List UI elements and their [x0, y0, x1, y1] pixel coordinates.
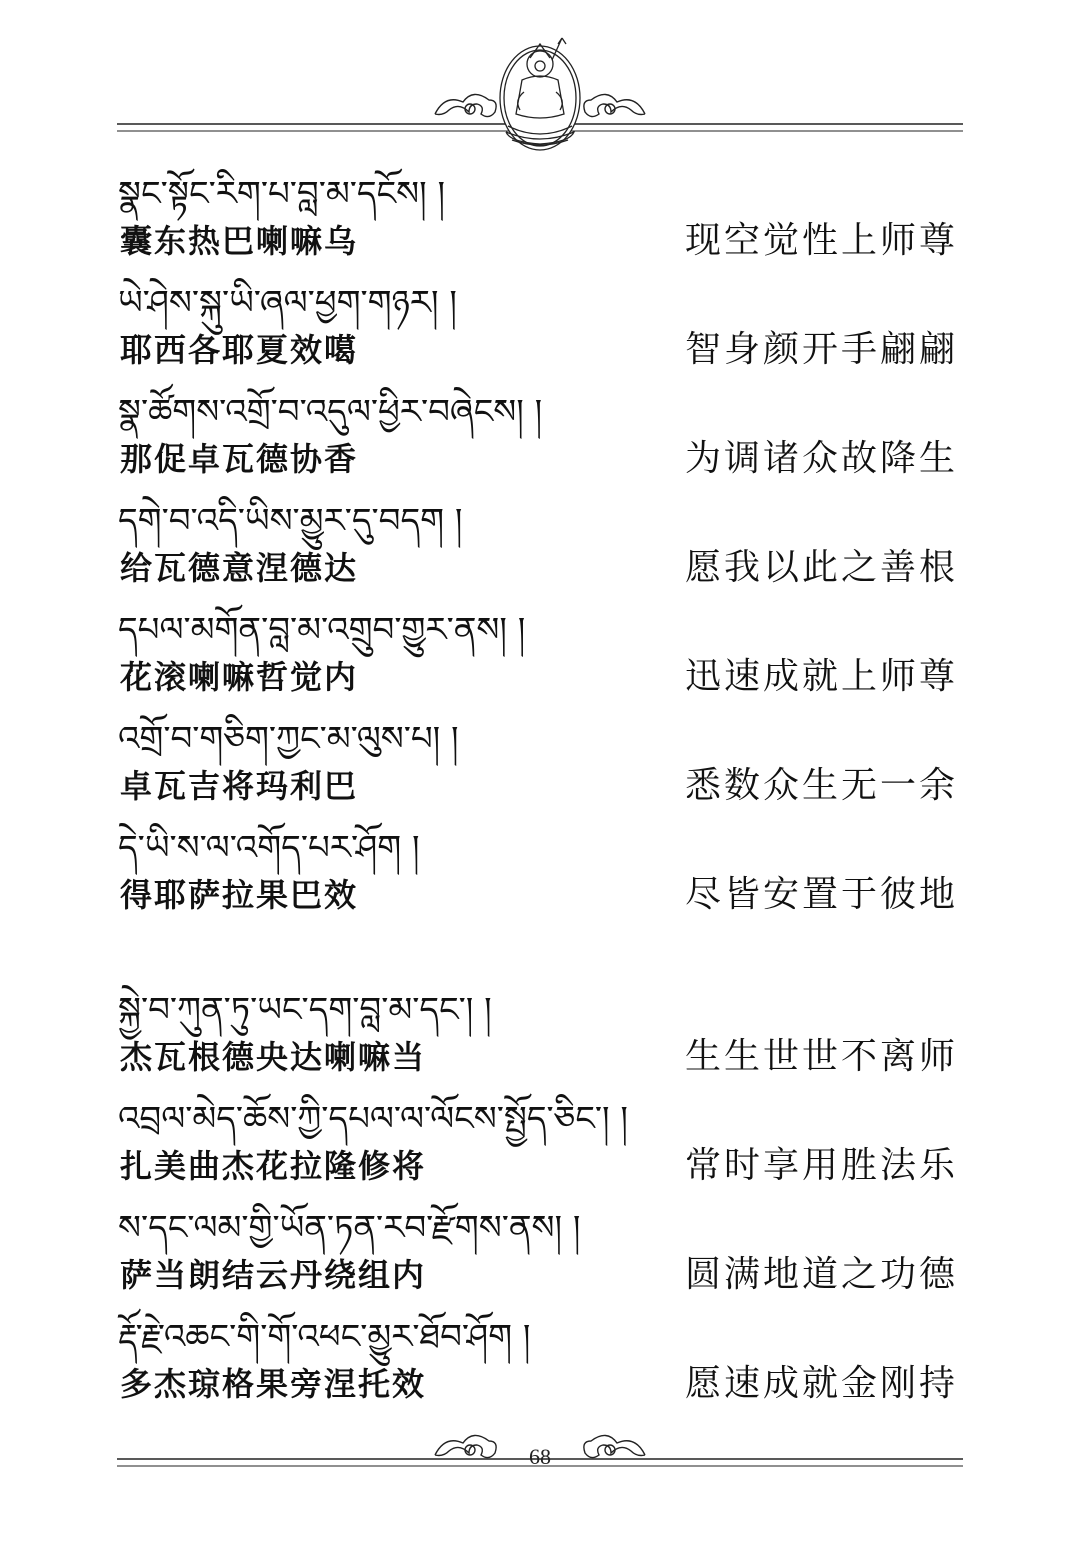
tibetan-text: སྣང་སྟོང་རིག་པ་བླ་མ་དངོས། ། — [118, 174, 446, 214]
chinese-meaning-text: 现空觉性上师尊 — [684, 220, 958, 261]
tibetan-text: རྡོ་རྗེ་འཆང་གི་གོ་འཕང་མྱུར་ཐོབ་ཤོག ། — [118, 1317, 531, 1357]
transliteration-text: 扎美曲杰花拉隆修将 — [120, 1147, 427, 1185]
verse-line — [118, 984, 958, 1093]
chinese-meaning-text: 悉数众生无一余 — [684, 765, 958, 806]
chinese-meaning-text: 圆满地道之功德 — [684, 1254, 958, 1295]
verse-line — [118, 168, 958, 277]
chinese-meaning-text: 生生世世不离师 — [684, 1036, 958, 1077]
transliteration-text: 得耶萨拉果巴效 — [120, 876, 359, 914]
transliteration-text: 卓瓦吉将玛利巴 — [120, 767, 359, 805]
tibetan-text: དེ་ཡི་ས་ལ་འགོད་པར་ཤོག ། — [118, 828, 420, 868]
transliteration-text: 那促卓瓦德协香 — [120, 440, 359, 478]
verse-line — [118, 1202, 958, 1311]
page-number: 68 — [529, 1444, 551, 1469]
cloud-scroll-icon — [584, 94, 645, 116]
stanza-2 — [118, 984, 958, 1420]
chinese-meaning-text: 常时享用胜法乐 — [684, 1145, 958, 1186]
verse-line — [118, 495, 958, 604]
chinese-meaning-text: 愿我以此之善根 — [684, 547, 958, 588]
transliteration-text: 杰瓦根德央达喇嘛当 — [120, 1038, 427, 1076]
verse-line — [118, 604, 958, 713]
chinese-meaning-text: 为调诸众故降生 — [684, 438, 958, 479]
page-header — [0, 0, 1080, 160]
tibetan-text: དགེ་བ་འདི་ཡིས་མྱུར་དུ་བདག ། — [118, 501, 463, 541]
tibetan-text: སྣ་ཚོགས་འགྲོ་བ་འདུལ་ཕྱིར་བཞེངས། ། — [118, 392, 543, 432]
transliteration-text: 花滚喇嘛哲觉内 — [120, 658, 359, 696]
cloud-scroll-icon — [435, 94, 496, 116]
tibetan-text: སྐྱེ་བ་ཀུན་ཏུ་ཡང་དག་བླ་མ་དང་། ། — [118, 990, 492, 1030]
transliteration-text: 囊东热巴喇嘛乌 — [120, 222, 359, 260]
verse-line — [118, 277, 958, 386]
tibetan-text: འབྲལ་མེད་ཆོས་ཀྱི་དཔལ་ལ་ལོངས་སྤྱོད་ཅིང་། ། — [118, 1099, 628, 1139]
verse-line — [118, 822, 958, 931]
transliteration-text: 多杰琼格果旁涅托效 — [120, 1365, 427, 1403]
tibetan-text: འགྲོ་བ་གཅིག་ཀྱང་མ་ལུས་པ། ། — [118, 719, 459, 759]
chinese-meaning-text: 尽皆安置于彼地 — [684, 874, 958, 915]
verse-line — [118, 1311, 958, 1420]
transliteration-text: 萨当朗结云丹绕组内 — [120, 1256, 427, 1294]
verse-line — [118, 386, 958, 495]
chinese-meaning-text: 愿速成就金刚持 — [684, 1363, 958, 1404]
tibetan-text: ཡེ་ཤེས་སྐུ་ཡི་ཞལ་ཕྱག་གཉར། ། — [118, 283, 457, 323]
verse-line — [118, 1093, 958, 1202]
verse-line — [118, 713, 958, 822]
header-ornament — [0, 0, 1080, 160]
guru-deity-figure-icon — [500, 38, 580, 150]
tibetan-text: དཔལ་མགོན་བླ་མ་འགྲུབ་གྱུར་ནས། ། — [118, 610, 526, 650]
stanza-1 — [118, 168, 958, 931]
chinese-meaning-text: 智身颜开手翩翩 — [684, 329, 958, 370]
chinese-meaning-text: 迅速成就上师尊 — [684, 656, 958, 697]
tibetan-text: ས་དང་ལམ་གྱི་ཡོན་ཏན་རབ་རྫོགས་ནས། ། — [118, 1208, 581, 1248]
transliteration-text: 耶西各耶夏效噶 — [120, 331, 359, 369]
transliteration-text: 给瓦德意涅德达 — [120, 549, 359, 587]
